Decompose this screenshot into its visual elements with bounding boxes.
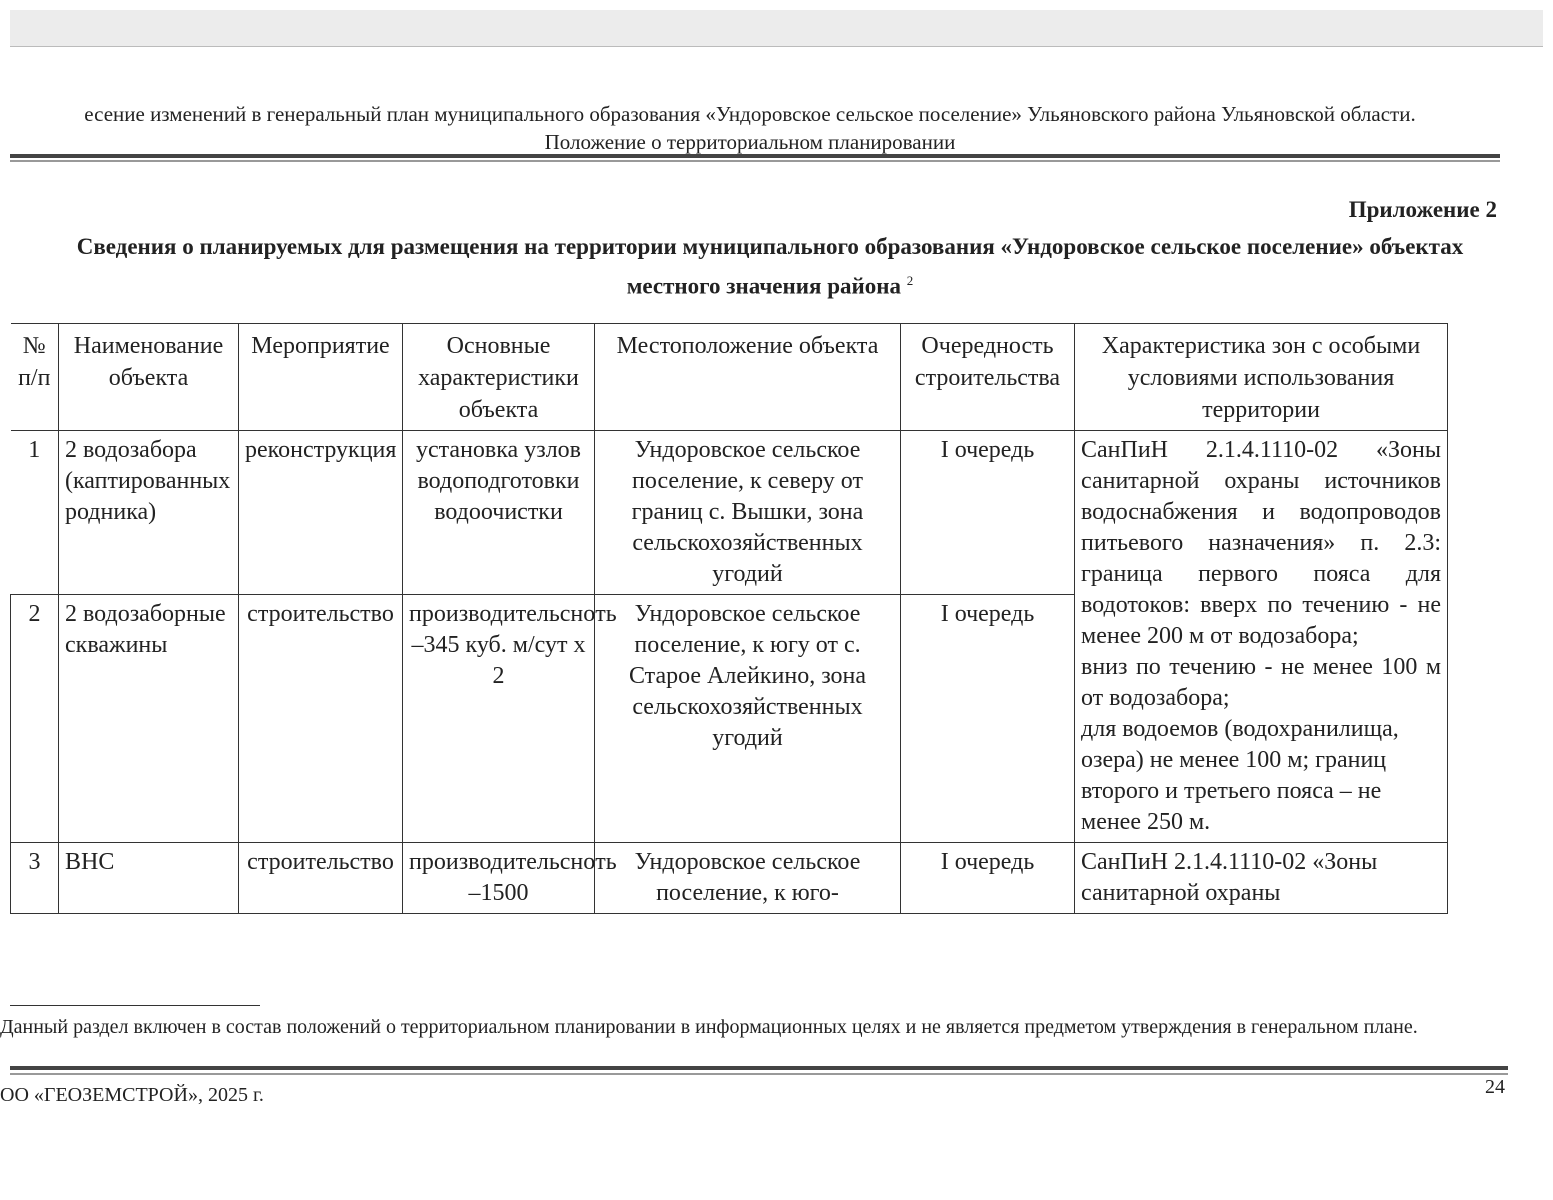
cell-specs: производительснoть –345 куб. м/сут х 2 xyxy=(403,595,595,843)
zones-paragraph-1: СанПиН 2.1.4.1110-02 «Зоны санитарной охраны источников водоснабжения и водопроводов питьевого назначения» п. 2.3: граница первого пояса для водотоков: вверх по течению - не менее 200 м от водозабора; xyxy=(1081,437,1441,649)
cell-name: 2 водозаборные скважины xyxy=(59,595,239,843)
cell-location: Ундоровское сельское поселение, к юго- xyxy=(595,843,901,914)
header-divider-thin xyxy=(10,160,1500,162)
footnote-text: Данный раздел включен в состав положений о территориальном планировании в информационных целях и не является предметом утверждения в генеральном плане. xyxy=(0,1016,1418,1038)
footer-divider-thin xyxy=(10,1073,1508,1075)
cell-num: 3 xyxy=(11,843,59,914)
footer-company: ОО «ГЕОЗЕМСТРОЙ», 2025 г. xyxy=(0,1084,264,1106)
footer-divider xyxy=(10,1066,1508,1070)
header-queue: Очередность строительства xyxy=(901,324,1075,431)
cell-location: Ундоровское сельское поселение, к югу от с. Старое Алейкино, зона сельскохозяйственных угодий xyxy=(595,595,901,843)
cell-num: 2 xyxy=(11,595,59,843)
running-header-line1: есение изменений в генеральный план муниципального образования «Ундоровское сельское поселение» Ульяновского района Ульяновской области. xyxy=(84,102,1416,126)
cell-action: строительство xyxy=(239,843,403,914)
table-row xyxy=(11,431,1448,595)
page-number: 24 xyxy=(1485,1076,1505,1098)
cell-zones-merged xyxy=(1075,431,1448,843)
running-header xyxy=(0,100,1500,156)
cell-action: реконструкция xyxy=(239,431,403,595)
cell-zones: СанПиН 2.1.4.1110-02 «Зоны санитарной охраны xyxy=(1075,843,1448,914)
cell-specs: производительснoть –1500 xyxy=(403,843,595,914)
footnote-divider xyxy=(10,1005,260,1006)
zones-paragraph-3: для водоемов (водохранилища, озера) не менее 100 м; границ второго и третьего пояса – не менее 250 м. xyxy=(1081,716,1399,835)
header-divider xyxy=(10,154,1500,158)
cell-queue: I очередь xyxy=(901,431,1075,595)
running-header-line2: Положение о территориальном планировании xyxy=(544,130,956,154)
cell-action: строительство xyxy=(239,595,403,843)
table-row xyxy=(11,843,1448,914)
header-specs: Основные характеристики объекта xyxy=(403,324,595,431)
cell-location: Ундоровское сельское поселение, к северу от границ с. Вышки, зона сельскохозяйственных угодий xyxy=(595,431,901,595)
zones-paragraph-2: вниз по течению - не менее 100 м от водозабора; xyxy=(1081,654,1441,711)
header-location: Местоположение объекта xyxy=(595,324,901,431)
document-title-text: Сведения о планируемых для размещения на территории муниципального образования «Ундоровское сельское поселение» объектах местного значения района xyxy=(76,234,1464,299)
objects-table xyxy=(10,323,1448,914)
footnote-mark: 2 xyxy=(906,273,914,288)
appendix-label: Приложение 2 xyxy=(1348,197,1497,222)
document-title xyxy=(40,230,1500,304)
cell-queue: I очередь xyxy=(901,843,1075,914)
header-name: Наименование объекта xyxy=(59,324,239,431)
header-action: Мероприятие xyxy=(239,324,403,431)
table-header-row xyxy=(11,324,1448,431)
header-zones: Характеристика зон с особыми условиями использования территории xyxy=(1075,324,1448,431)
cell-num: 1 xyxy=(11,431,59,595)
cell-specs: установка узлов водоподготовки водоочистки xyxy=(403,431,595,595)
scan-edge-top xyxy=(10,10,1543,46)
scan-edge-line xyxy=(10,46,1543,47)
header-num: № п/п xyxy=(11,324,59,431)
cell-name: ВНС xyxy=(59,843,239,914)
cell-queue: I очередь xyxy=(901,595,1075,843)
cell-name: 2 водозабора (каптированных родника) xyxy=(59,431,239,595)
